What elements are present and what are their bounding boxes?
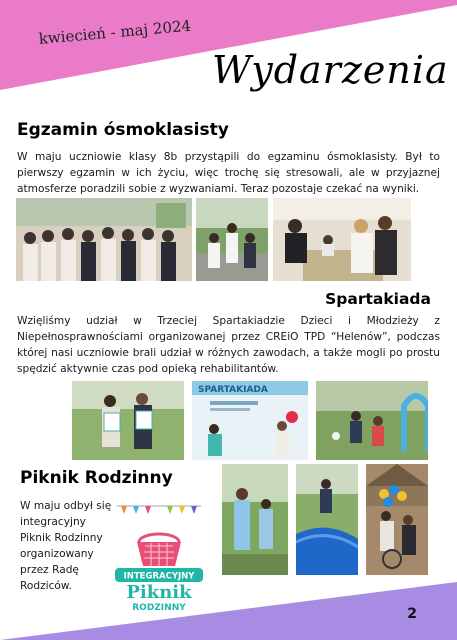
photo-spartakiada-diplomas xyxy=(72,381,184,460)
photo-exam-desk-signing xyxy=(273,198,411,281)
logo-line-1: INTEGRACYJNY xyxy=(123,571,195,582)
section-text-spartakiada: Wzięliśmy udział w Trzeciej Spartakiadzie Dzieci i Młodzieży z Niepełnosprawnościami organizowanej przez CREiO TPD “Helenów”, podczas której nasi uczniowie brali udział w różnych zawodach, a także mogli po prostu spędzić aktywnie czas pod opieką rehabilitantów. xyxy=(17,315,440,375)
section-heading-piknik: Piknik Rodzinny xyxy=(20,468,173,488)
logo-line-3: RODZINNY xyxy=(132,603,186,612)
section-text-egzamin: W maju uczniowie klasy 8b przystąpili do egzaminu ósmoklasisty. Był to pierwszy egzamin w ich życiu, więc trochę się stresowali, ale w przyjaznej atmosferze poradzili sobie z wyzwaniami. Teraz pozostaje czekać na wyniki. xyxy=(17,151,440,195)
section-heading-egzamin: Egzamin ósmoklasisty xyxy=(17,120,229,140)
page-title: Wydarzenia xyxy=(212,48,449,92)
spartakiada-banner-text: SPARTAKIADA xyxy=(198,385,268,395)
photo-piknik-children-nurse xyxy=(222,464,288,575)
page-number: 2 xyxy=(407,606,417,622)
section-text-piknik: W maju odbył się integracyjny Piknik Rodzinny organizowany przez Radę Rodziców. xyxy=(20,500,112,592)
photo-piknik-inflatable-play xyxy=(296,464,358,575)
logo-line-2: Piknik xyxy=(126,582,192,603)
section-heading-spartakiada: Spartakiada xyxy=(325,290,431,308)
photo-spartakiada-field-games xyxy=(316,381,428,460)
issue-date: kwiecień - maj 2024 xyxy=(38,16,192,48)
photo-piknik-balloons-pavilion xyxy=(366,464,428,575)
piknik-rodzinny-logo xyxy=(113,500,205,612)
photo-exam-students-outdoor xyxy=(196,198,268,281)
photo-exam-class-group xyxy=(16,198,192,281)
photo-spartakiada-banner xyxy=(192,381,308,460)
